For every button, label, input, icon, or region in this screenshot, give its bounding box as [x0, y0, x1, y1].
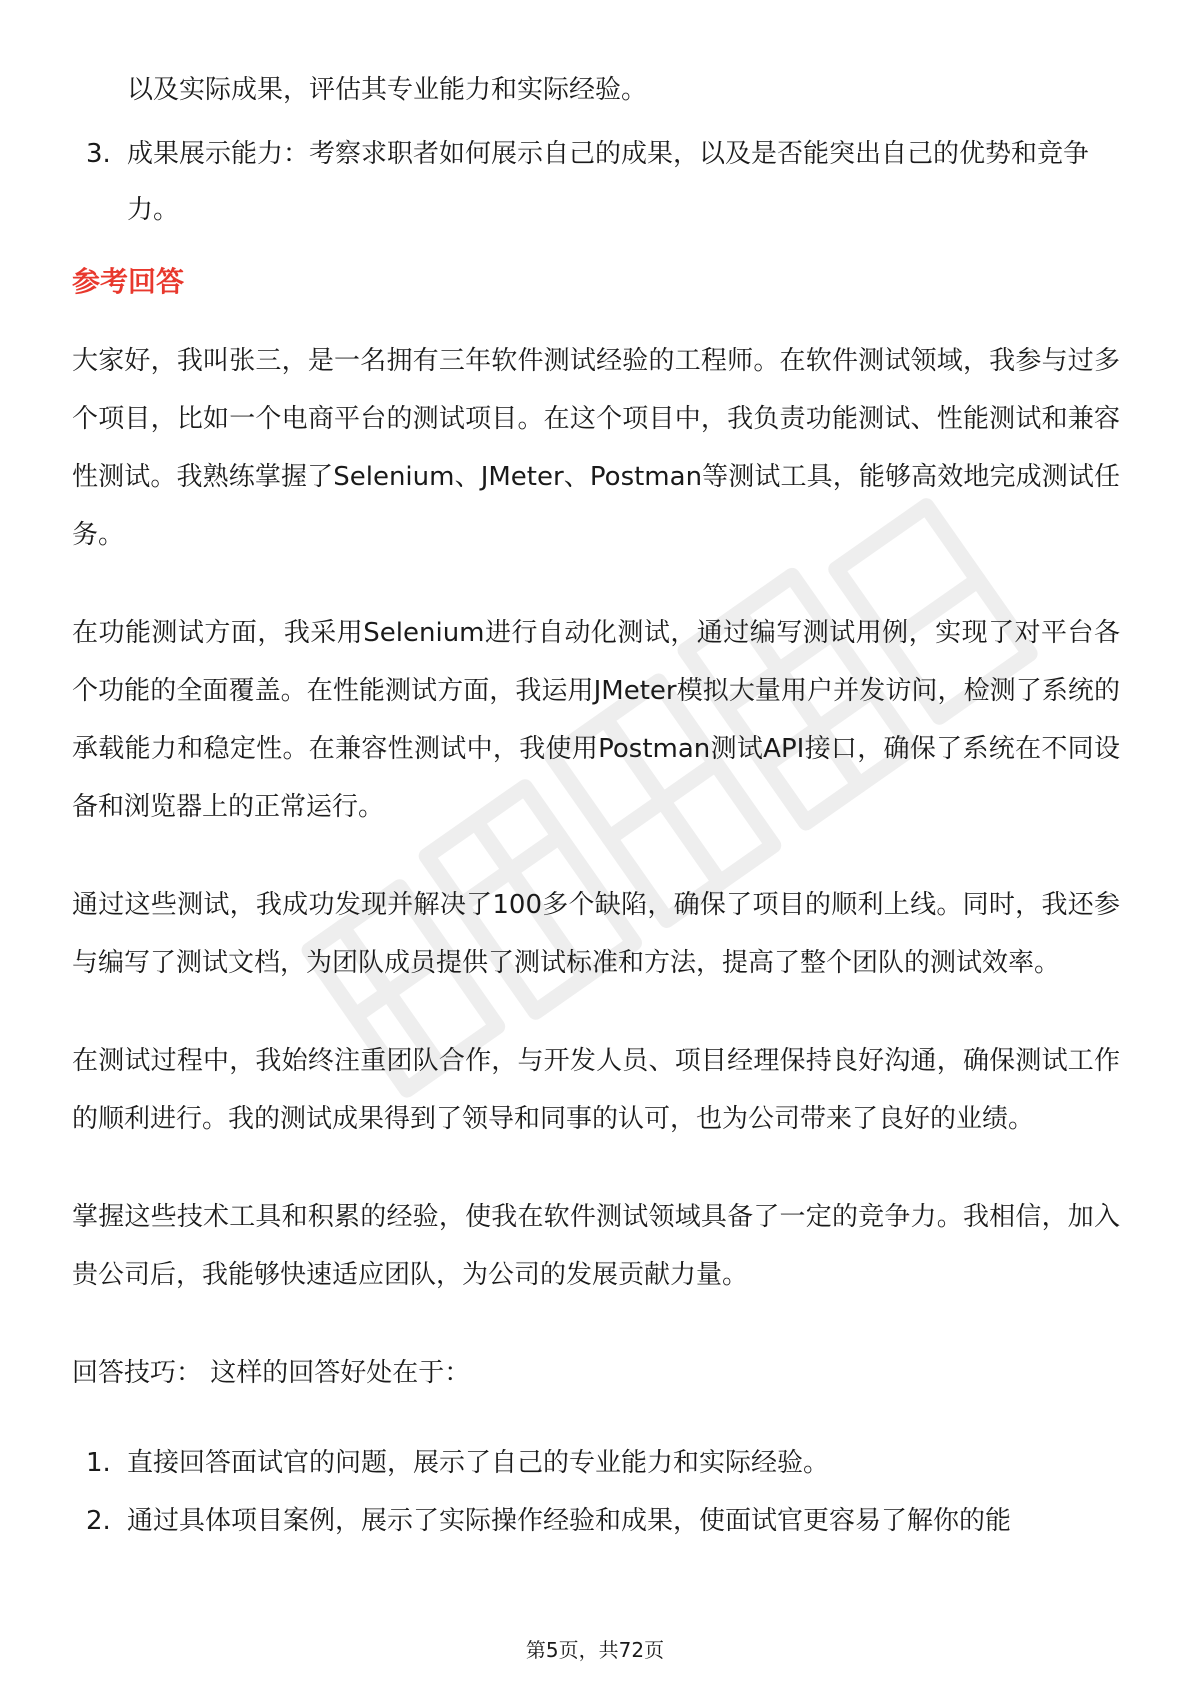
list-item-number: 2.	[86, 1506, 111, 1536]
list-item	[0, 126, 1190, 238]
list-item	[0, 1492, 1190, 1550]
reference-answer-body	[72, 332, 1120, 1550]
answer-tips-title: 回答技巧： 这样的回答好处在于：	[72, 1358, 471, 1388]
answer-paragraph: 掌握这些技术工具和积累的经验，使我在软件测试领域具备了一定的竞争力。我相信，加入贵公司后，我能够快速适应团队，为公司的发展贡献力量。	[72, 1202, 1120, 1290]
page-number-footer: 第5页，共72页	[525, 1638, 665, 1662]
list-item-number: 1.	[86, 1448, 111, 1478]
continued-list-text: 以及实际成果，评估其专业能力和实际经验。	[127, 75, 648, 105]
answer-paragraph: 在功能测试方面，我采用Selenium进行自动化测试，通过编写测试用例，实现了对平台各个功能的全面覆盖。在性能测试方面，我运用JMeter模拟大量用户并发访问，检测了系统的承载能力和稳定性。在兼容性测试中，我使用Postman测试API接口，确保了系统在不同设备和浏览器上的正常运行。	[72, 618, 1120, 822]
list-item-text: 通过具体项目案例，展示了实际操作经验和成果，使面试官更容易了解你的能	[127, 1506, 1012, 1536]
section-heading: 参考回答	[72, 265, 185, 298]
list-item-text: 成果展示能力：考察求职者如何展示自己的成果，以及是否能突出自己的优势和竞争力。	[127, 139, 1090, 225]
list-item-text: 直接回答面试官的问题，展示了自己的专业能力和实际经验。	[127, 1448, 830, 1478]
evaluation-criteria-list	[0, 126, 1190, 238]
answer-paragraph: 在测试过程中，我始终注重团队合作，与开发人员、项目经理保持良好沟通，确保测试工作的顺利进行。我的测试成果得到了领导和同事的认可，也为公司带来了良好的业绩。	[72, 1046, 1120, 1134]
answer-paragraph: 通过这些测试，我成功发现并解决了100多个缺陷，确保了项目的顺利上线。同时，我还参与编写了测试文档，为团队成员提供了测试标准和方法，提高了整个团队的测试效率。	[72, 890, 1120, 978]
answer-tips-list	[0, 1434, 1190, 1550]
list-item-number: 3.	[86, 139, 111, 169]
answer-paragraph: 大家好，我叫张三，是一名拥有三年软件测试经验的工程师。在软件测试领域，我参与过多个项目，比如一个电商平台的测试项目。在这个项目中，我负责功能测试、性能测试和兼容性测试。我熟练掌握了Selenium、JMeter、Postman等测试工具，能够高效地完成测试任务。	[72, 346, 1120, 550]
list-item	[0, 1434, 1190, 1492]
